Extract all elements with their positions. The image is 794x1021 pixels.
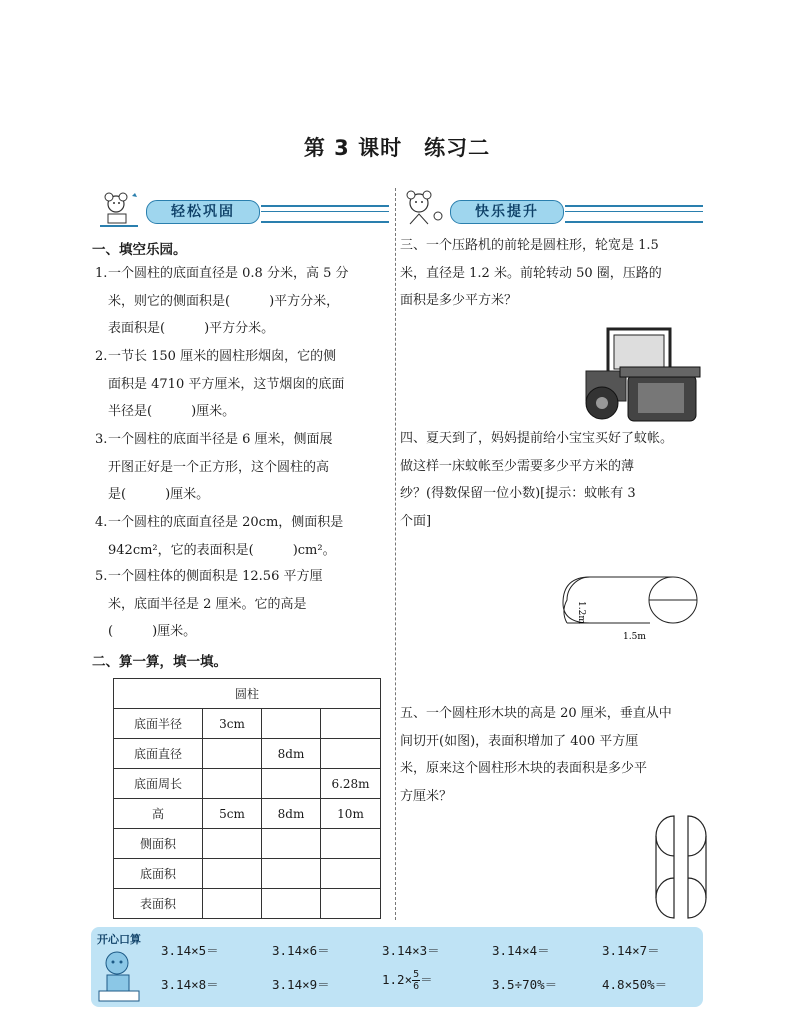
- table-row: 底面周长 6.28m: [114, 769, 381, 799]
- table-row: 底面半径 3cm: [114, 709, 381, 739]
- banner-improve: [400, 188, 705, 228]
- mouse-mascot-icon: [98, 190, 142, 228]
- page-title: 第 3 课时 练习二: [303, 136, 491, 160]
- question-1: 1. 一个圆柱的底面直径是 0.8 分米，高 5 分 米，则它的侧面积是( )平方分米， 表面积是( )平方分米。: [95, 266, 349, 336]
- banner-title: 快乐提升: [450, 200, 564, 224]
- figure-width-label: 1.5m: [623, 632, 646, 642]
- cylinder-table: [113, 678, 381, 919]
- kid-mascot-icon: [95, 947, 143, 1005]
- banner-lines: [565, 205, 703, 223]
- question-2: 2. 一节长 150 厘米的圆柱形烟囱，它的侧 面积是 4710 平方厘米，这节烟囱的底面 半径是( )厘米。: [95, 349, 345, 419]
- question-wood-cylinder: 五、一个圆柱形木块的高是 20 厘米，垂直从中 间切开(如图)，表面积增加了 400 平方厘 米，原来这个圆柱形木块的表面积是多少平 方厘米？: [400, 706, 672, 804]
- calc-item: 3.14×4＝: [492, 943, 550, 958]
- figure-height-label: 1.2m: [576, 601, 586, 624]
- question-4: 4. 一个圆柱的底面直径是 20cm，侧面积是 942cm²，它的表面积是( )cm²。: [95, 515, 344, 558]
- calc-item: 3.14×9＝: [272, 977, 330, 992]
- table-row: 侧面积: [114, 829, 381, 859]
- calc-item: 3.14×3＝: [382, 943, 440, 958]
- question-road-roller: 三、一个压路机的前轮是圆柱形，轮宽是 1.5 米，直径是 1.2 米。前轮转动 50 圈，压路的 面积是多少平方米？: [400, 238, 662, 308]
- table-row: 表面积: [114, 889, 381, 919]
- question-5: 5. 一个圆柱体的侧面积是 12.56 平方厘 米，底面半径是 2 厘米。它的高是 ( )厘米。: [95, 569, 323, 639]
- mental-math-panel: [91, 927, 703, 1007]
- bear-mascot-icon: [402, 190, 446, 228]
- mental-math-label: 开心口算: [97, 933, 141, 946]
- question-mosquito-net: 四、夏天到了，妈妈提前给小宝宝买好了蚊帐。 做这样一床蚊帐至少需要多少平方米的薄 纱？(得数保留一位小数)[提示：蚊帐有 3 个面]: [400, 431, 674, 529]
- calc-item: 3.14×6＝: [272, 943, 330, 958]
- calc-item: 3.14×7＝: [602, 943, 660, 958]
- question-3: 3. 一个圆柱的底面半径是 6 厘米，侧面展 开图正好是一个正方形，这个圆柱的高 是( )厘米。: [95, 432, 333, 502]
- table-row: 底面积: [114, 859, 381, 889]
- road-roller-illustration: [580, 323, 705, 425]
- banner-consolidate: [96, 188, 391, 228]
- section-calculate: 二、算一算，填一填。: [92, 654, 227, 670]
- table-row: 底面直径 8dm: [114, 739, 381, 769]
- banner-title: 轻松巩固: [146, 200, 260, 224]
- calc-item-fraction: 1.2× $\frac{5}{6}=$: [382, 969, 433, 992]
- calc-item: 4.8×50%＝: [602, 977, 668, 992]
- table-header: 圆柱: [114, 679, 381, 709]
- calc-item: 3.14×5＝: [161, 943, 219, 958]
- calc-item: 3.14×8＝: [161, 977, 219, 992]
- calc-item: 3.5÷70%＝: [492, 977, 558, 992]
- cut-cylinder-figure: [646, 812, 718, 922]
- section-fill-blanks: 一、填空乐园。: [92, 242, 187, 258]
- column-divider: [395, 188, 396, 920]
- table-row: 高 5cm 8dm 10m: [114, 799, 381, 829]
- banner-lines: [261, 205, 389, 223]
- half-cylinder-net-figure: [555, 563, 705, 645]
